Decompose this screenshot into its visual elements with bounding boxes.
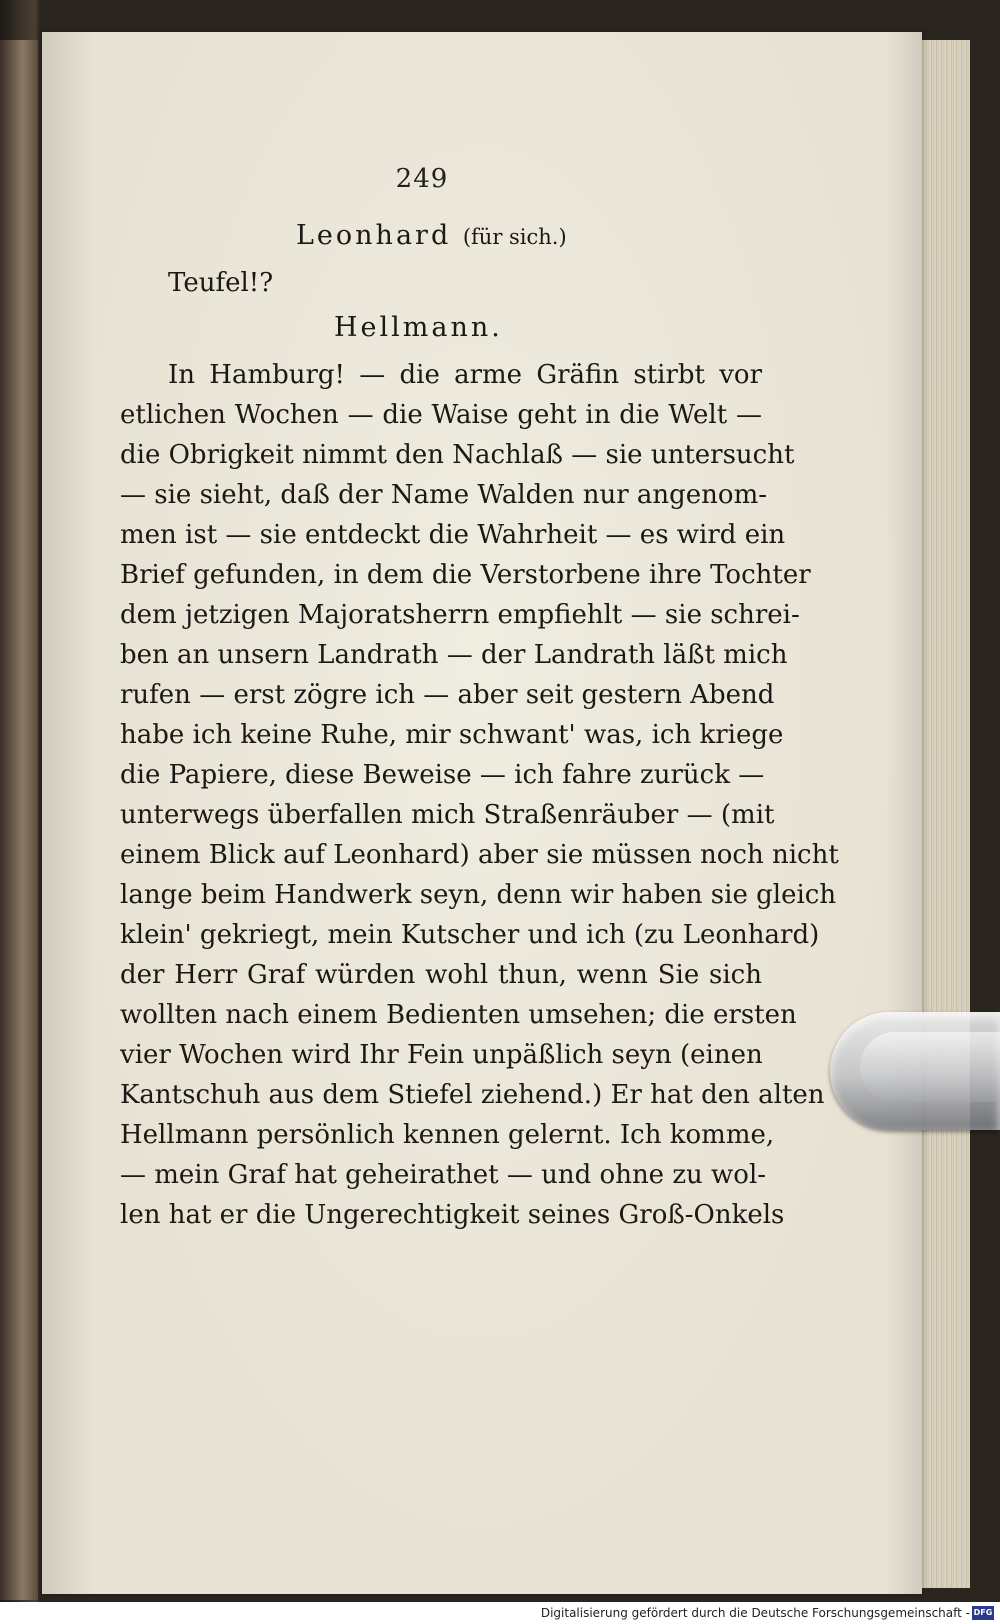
text-line: wollten nach einem Bedienten umsehen; die ersten: [120, 1000, 797, 1030]
text-line: etlichen Wochen — die Waise geht in die Welt —: [120, 400, 762, 430]
text-line: die Papiere, diese Beweise — ich fahre zurück —: [120, 760, 765, 790]
stage-direction: (für sich.): [462, 225, 567, 249]
speaker-leonhard: [296, 220, 567, 251]
page-number: 249: [395, 164, 449, 194]
speaker-name: Leonhard: [296, 220, 452, 251]
text-line: lange beim Handwerk seyn, denn wir haben sie gleich: [120, 880, 837, 910]
text-line: Hellmann persönlich kennen gelernt. Ich komme,: [120, 1120, 775, 1150]
text-line: der Herr Graf würden wohl thun, wenn Sie sich: [120, 960, 762, 990]
text-line: — mein Graf hat geheirathet — und ohne zu wol-: [120, 1160, 767, 1190]
text-line: dem jetzigen Majoratsherrn empfiehlt — sie schrei-: [120, 600, 800, 630]
previous-page-edge: [0, 40, 38, 1600]
text-line: habe ich keine Ruhe, mir schwant' was, ich kriege: [120, 720, 784, 750]
text-line: vier Wochen wird Ihr Fein unpäßlich seyn (einen: [120, 1040, 763, 1070]
text-line: rufen — erst zögre ich — aber seit gestern Abend: [120, 680, 775, 710]
text-line: ben an unsern Landrath — der Landrath läßt mich: [120, 640, 788, 670]
dialogue-line: Teufel!?: [168, 268, 274, 298]
text-line: len hat er die Ungerechtigkeit seines Groß-Onkels: [120, 1200, 785, 1230]
text-line: men ist — sie entdeckt die Wahrheit — es wird ein: [120, 520, 786, 550]
page-stack-edge: [922, 40, 970, 1588]
digitization-credit: Digitalisierung gefördert durch die Deutsche Forschungsgemeinschaft -: [0, 1602, 1000, 1624]
speaker-hellmann: Hellmann.: [334, 312, 503, 343]
text-line: einem Blick auf Leonhard) aber sie müssen noch nicht: [120, 840, 839, 870]
text-line: In Hamburg! — die arme Gräfin stirbt vor: [168, 360, 762, 390]
text-line: — sie sieht, daß der Name Walden nur angenom-: [120, 480, 768, 510]
text-line: die Obrigkeit nimmt den Nachlaß — sie untersucht: [120, 440, 795, 470]
text-line: klein' gekriegt, mein Kutscher und ich (zu Leonhard): [120, 920, 820, 950]
dfg-logo: DFG: [972, 1606, 994, 1620]
text-line: Kantschuh aus dem Stiefel ziehend.) Er hat den alten: [120, 1080, 825, 1110]
page-clip-highlight: [860, 1032, 1000, 1102]
text-line: unterwegs überfallen mich Straßenräuber — (mit: [120, 800, 775, 830]
text-line: Brief gefunden, in dem die Verstorbene ihre Tochter: [120, 560, 811, 590]
